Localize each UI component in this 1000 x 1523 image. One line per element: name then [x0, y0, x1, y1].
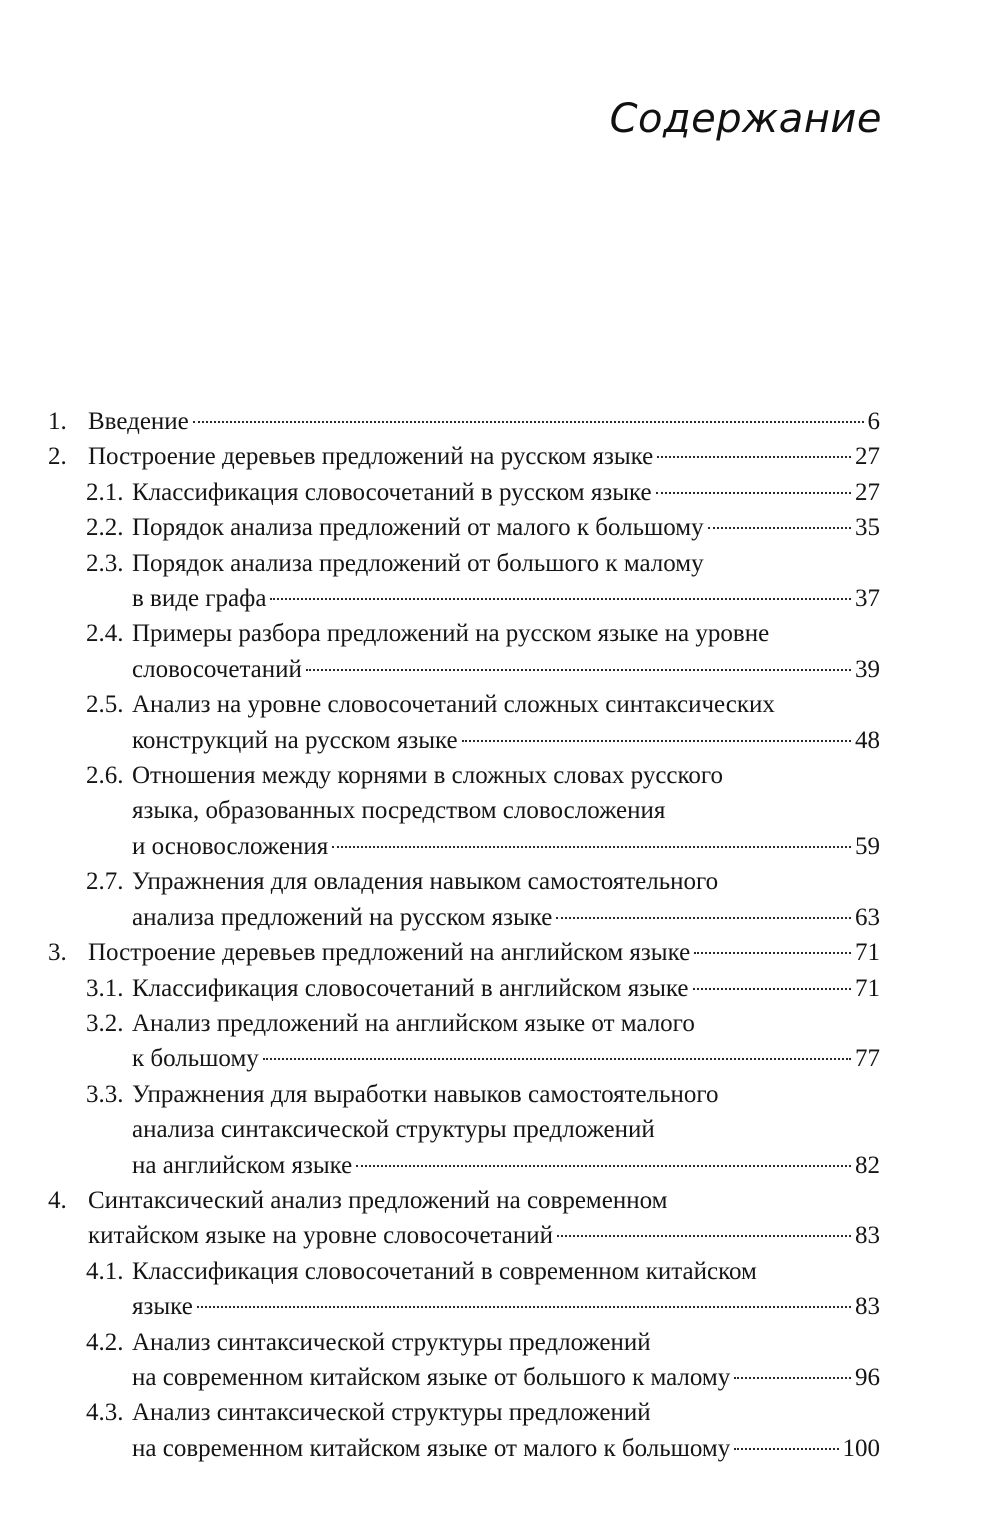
toc-entry-text: Синтаксический анализ предложений на современном: [88, 1186, 668, 1214]
toc-entry-page-number: 35: [855, 514, 880, 542]
toc-entry-text: и основосложения: [132, 832, 329, 860]
toc-entry: [48, 1395, 880, 1466]
toc-entry-number: 4.1.: [86, 1257, 124, 1285]
toc-entry-text: Анализ предложений на английском языке от малого: [132, 1009, 695, 1037]
toc-entry-text: к большому: [132, 1045, 259, 1073]
toc-entry-number: 2.6.: [86, 762, 124, 790]
toc-entry: [48, 935, 880, 970]
toc-entry-number: 2.: [48, 443, 67, 471]
dot-leader: [734, 1448, 838, 1450]
toc-entry-page-number: 100: [842, 1434, 880, 1462]
toc-entry-text: Примеры разбора предложений на русском языке на уровне: [132, 620, 770, 648]
toc-entry-line: [132, 510, 880, 545]
toc-entry-body: [132, 758, 880, 864]
toc-entry-line: [132, 581, 880, 616]
toc-entry-page-number: 39: [855, 655, 880, 683]
toc-entry-line: [132, 723, 880, 758]
toc-entry-line: [132, 793, 880, 828]
toc-entry-text: языка, образованных посредством словосложения: [132, 797, 666, 825]
dot-leader: [657, 456, 851, 458]
toc-entry-body: [132, 1325, 880, 1396]
toc-entry-line: [88, 1218, 880, 1253]
toc-entry-page-number: 6: [867, 408, 880, 435]
toc-entry-text: в виде графа: [132, 585, 267, 613]
toc-entry-text: Введение: [88, 408, 189, 435]
toc-entry-body: [132, 1077, 880, 1183]
toc-entry: [48, 1006, 880, 1077]
toc-entry-line: [132, 687, 880, 722]
toc-entry-page-number: 27: [855, 478, 880, 506]
toc-entry-line: [88, 1183, 880, 1218]
toc-entry-line: [132, 1360, 880, 1395]
toc-entry: [48, 758, 880, 864]
dot-leader: [270, 598, 851, 600]
toc-entry: [48, 616, 880, 687]
toc-entry-line: [132, 829, 880, 864]
dot-leader: [693, 988, 851, 990]
toc-entry-body: [132, 475, 880, 510]
toc-entry-body: [132, 1254, 880, 1325]
dot-leader: [557, 1235, 851, 1237]
toc-entry: [48, 687, 880, 758]
toc-entry-text: Анализ синтаксической структуры предложений: [132, 1399, 651, 1427]
toc-entry-number: 3.: [48, 939, 67, 967]
toc-entry-line: [132, 546, 880, 581]
toc-entry-text: Анализ синтаксической структуры предложений: [132, 1328, 651, 1356]
dot-leader: [734, 1377, 851, 1379]
dot-leader: [656, 492, 851, 494]
toc-entry-line: [132, 1112, 880, 1147]
toc-entry-page-number: 83: [855, 1293, 880, 1321]
toc-entry-line: [132, 864, 880, 899]
page-title: Содержание: [609, 96, 882, 142]
toc-entry-line: [132, 652, 880, 687]
toc-entry-line: [132, 616, 880, 651]
toc-entry-line: [132, 1395, 880, 1430]
toc-entry-number: 4.: [48, 1186, 67, 1214]
toc-entry-text: анализа синтаксической структуры предложений: [132, 1116, 655, 1144]
toc-entry-line: [132, 475, 880, 510]
toc-entry-line: [132, 971, 880, 1006]
dot-leader: [556, 917, 851, 919]
toc-entry-line: [88, 404, 880, 439]
toc-entry-body: [132, 971, 880, 1006]
toc-entry-body: [132, 864, 880, 935]
toc-entry-text: Классификация словосочетаний в английском языке: [132, 974, 689, 1002]
toc-entry-line: [132, 1041, 880, 1076]
dot-leader: [332, 846, 851, 848]
toc-entry-page-number: 63: [855, 903, 880, 931]
toc-entry-body: [132, 510, 880, 545]
toc-entry-page-number: 83: [855, 1222, 880, 1250]
toc-entry-line: [132, 1006, 880, 1041]
toc-entry-line: [132, 900, 880, 935]
dot-leader: [462, 740, 851, 742]
toc-entry-number: 4.3.: [86, 1399, 124, 1427]
toc-entry-line: [132, 1148, 880, 1183]
toc-entry-number: 3.1.: [86, 974, 124, 1002]
toc-entry-text: Упражнения для овладения навыком самостоятельного: [132, 868, 719, 896]
toc-entry-text: конструкций на русском языке: [132, 726, 458, 754]
dot-leader: [197, 1306, 851, 1308]
toc-entry-page-number: 59: [855, 832, 880, 860]
toc-entry-body: [132, 546, 880, 617]
toc-entry-text: Порядок анализа предложений от большого к малому: [132, 549, 704, 577]
toc-entry-text: языке: [132, 1293, 193, 1321]
dot-leader: [263, 1058, 851, 1060]
toc-entry-page-number: 48: [855, 726, 880, 754]
toc-entry-text: анализа предложений на русском языке: [132, 903, 553, 931]
toc-entry-line: [88, 439, 880, 474]
toc-entry-body: [132, 1006, 880, 1077]
toc-entry-line: [132, 1254, 880, 1289]
toc-entry-body: [88, 439, 880, 474]
toc-entry-number: 2.1.: [86, 478, 124, 506]
dot-leader: [306, 669, 851, 671]
toc-entry-page-number: 71: [855, 974, 880, 1002]
dot-leader: [193, 421, 864, 423]
toc-entry: [48, 1077, 880, 1183]
toc-entry: [48, 971, 880, 1006]
toc-entry-body: [132, 616, 880, 687]
toc-entry-line: [132, 758, 880, 793]
toc-entry-text: Построение деревьев предложений на английском языке: [88, 939, 691, 967]
toc-entry: [48, 1254, 880, 1325]
toc-entry: [48, 1325, 880, 1396]
toc-entry-number: 1.: [48, 408, 67, 435]
table-of-contents: [48, 404, 880, 1466]
toc-entry-text: Порядок анализа предложений от малого к большому: [132, 514, 704, 542]
toc-entry-number: 2.5.: [86, 691, 124, 719]
toc-entry-page-number: 37: [855, 585, 880, 613]
toc-entry-body: [88, 1183, 880, 1254]
toc-entry: [48, 475, 880, 510]
toc-entry-text: Построение деревьев предложений на русском языке: [88, 443, 654, 471]
toc-entry-page-number: 71: [855, 939, 880, 967]
toc-entry: [48, 510, 880, 545]
toc-entry: [48, 404, 880, 439]
toc-entry-text: Упражнения для выработки навыков самостоятельного: [132, 1080, 719, 1108]
toc-entry-number: 2.3.: [86, 549, 124, 577]
toc-entry-text: Классификация словосочетаний в русском языке: [132, 478, 652, 506]
toc-entry-line: [88, 935, 880, 970]
toc-entry-body: [88, 404, 880, 439]
toc-entry-page-number: 77: [855, 1045, 880, 1073]
dot-leader: [694, 952, 851, 954]
toc-entry-text: на английском языке: [132, 1151, 353, 1179]
dot-leader: [708, 527, 851, 529]
toc-entry-text: Анализ на уровне словосочетаний сложных синтаксических: [132, 691, 775, 719]
toc-entry-text: Классификация словосочетаний в современном китайском: [132, 1257, 757, 1285]
dot-leader: [356, 1165, 851, 1167]
toc-entry: [48, 546, 880, 617]
toc-entry-line: [132, 1289, 880, 1324]
toc-entry-body: [132, 1395, 880, 1466]
toc-entry-text: Отношения между корнями в сложных словах русского: [132, 762, 724, 790]
toc-entry-body: [132, 687, 880, 758]
toc-entry-text: на современном китайском языке от малого к большому: [132, 1434, 731, 1462]
toc-entry-number: 2.2.: [86, 514, 124, 542]
toc-entry-number: 2.4.: [86, 620, 124, 648]
toc-entry: [48, 1183, 880, 1254]
toc-entry-number: 3.3.: [86, 1080, 124, 1108]
toc-entry-line: [132, 1325, 880, 1360]
toc-entry-body: [88, 935, 880, 970]
toc-entry-text: словосочетаний: [132, 655, 302, 683]
toc-entry: [48, 439, 880, 474]
toc-entry-text: китайском языке на уровне словосочетаний: [88, 1222, 554, 1250]
toc-entry-page-number: 96: [855, 1363, 880, 1391]
toc-entry-number: 3.2.: [86, 1009, 124, 1037]
toc-entry-page-number: 82: [855, 1151, 880, 1179]
toc-entry-line: [132, 1431, 880, 1466]
toc-entry-page-number: 27: [855, 443, 880, 471]
toc-entry-number: 2.7.: [86, 868, 124, 896]
toc-entry-number: 4.2.: [86, 1328, 124, 1356]
toc-entry-line: [132, 1077, 880, 1112]
toc-entry-text: на современном китайском языке от большого к малому: [132, 1363, 731, 1391]
toc-entry: [48, 864, 880, 935]
